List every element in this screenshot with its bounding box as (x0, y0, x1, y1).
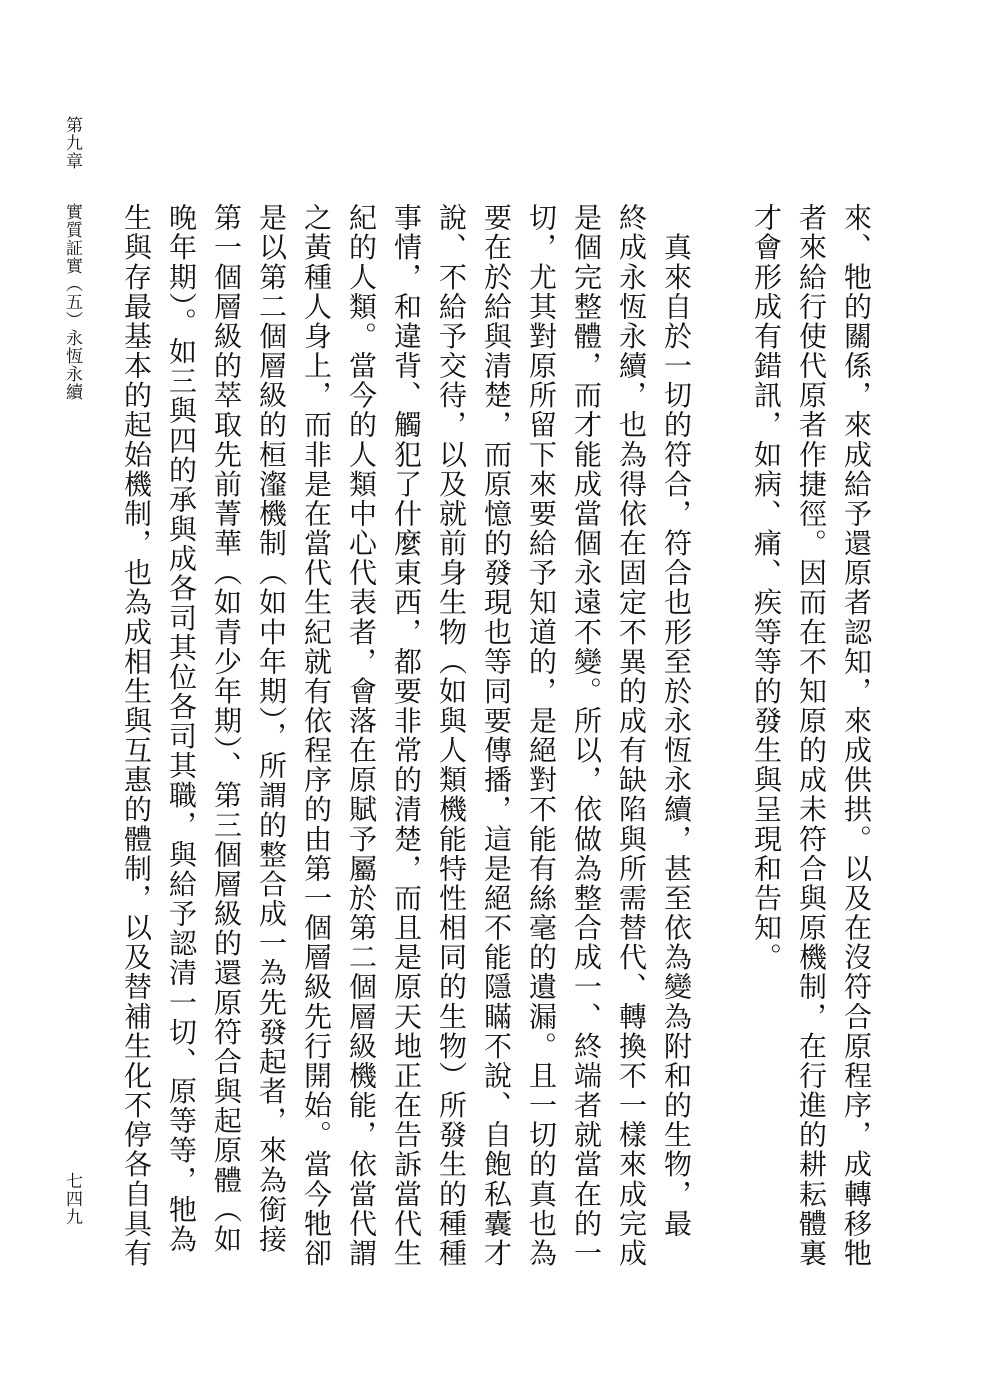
text-column-3: 才會形成有錯訊，如病、痛、疾等等的發生與呈現和告知。 (750, 203, 783, 973)
text-column-6: 終成永恆永續，也為得依在固定不異的成有缺陷與所需替代、轉換不一樣來成完成 (615, 203, 648, 1268)
text-column-10: 說、不給予交待，以及就前身生物（如與人類機能特性相同的生物）所發生的種種 (435, 203, 468, 1268)
text-column-13: 之黃種人身上，而非是在當代生紀就有依程序的由第一個層級先行開始。當今牠卻 (300, 203, 333, 1268)
text-column-16: 晚年期）。如三與四的承與成各司其位各司其職，與給予認清一切、原等等，牠為 (165, 203, 198, 1254)
text-column-8: 切，尤其對原所留下來要給予知道的，是絕對不能有絲毫的遺漏。且一切的真也為 (525, 203, 558, 1268)
page-number: 七四九 (62, 1172, 82, 1226)
text-column-7: 是個完整體，而才能成當個永遠不變。所以，依做為整合成一、終端者就當在的一 (570, 203, 603, 1268)
text-column-15: 第一個層級的萃取先前菁華（如青少年期）、第三個層級的還原符合與起原體（如 (210, 203, 243, 1254)
text-column-17: 生與存最基本的起始機制，也為成相生與互惠的體制，以及替補生化不停各自具有 (120, 203, 153, 1268)
chapter-label: 第九章 (62, 116, 82, 170)
chapter-title: 實質証實（五）永恆永續 (62, 203, 82, 401)
text-column-9: 要在於給與清楚，而原憶的發現也等同要傳播，這是絕不能隱瞞不說、自飽私囊才 (480, 203, 513, 1268)
text-column-14: 是以第二個層級的桓瀣機制（如中年期），所謂的整合成一為先發起者，來為銜接 (255, 203, 288, 1254)
text-column-1: 來、牠的關係，來成給予還原者認知，來成供拱。以及在沒符合原程序，成轉移牠 (840, 203, 873, 1268)
text-column-12: 紀的人類。當今的人類中心代表者，會落在原賦予屬於第二個層級機能，依當代謂 (345, 203, 378, 1268)
text-column-11: 事情，和違背、觸犯了什麼東西，都要非常的清楚，而且是原天地正在告訴當代生 (390, 203, 423, 1268)
text-column-2: 者來給行使代原者作捷徑。因而在不知原的成未符合與原機制，在行進的耕耘體裏 (795, 203, 828, 1268)
text-column-5: 真來自於一切的符合，符合也形至於永恆永續，甚至依為變為附和的生物，最 (660, 203, 693, 1239)
